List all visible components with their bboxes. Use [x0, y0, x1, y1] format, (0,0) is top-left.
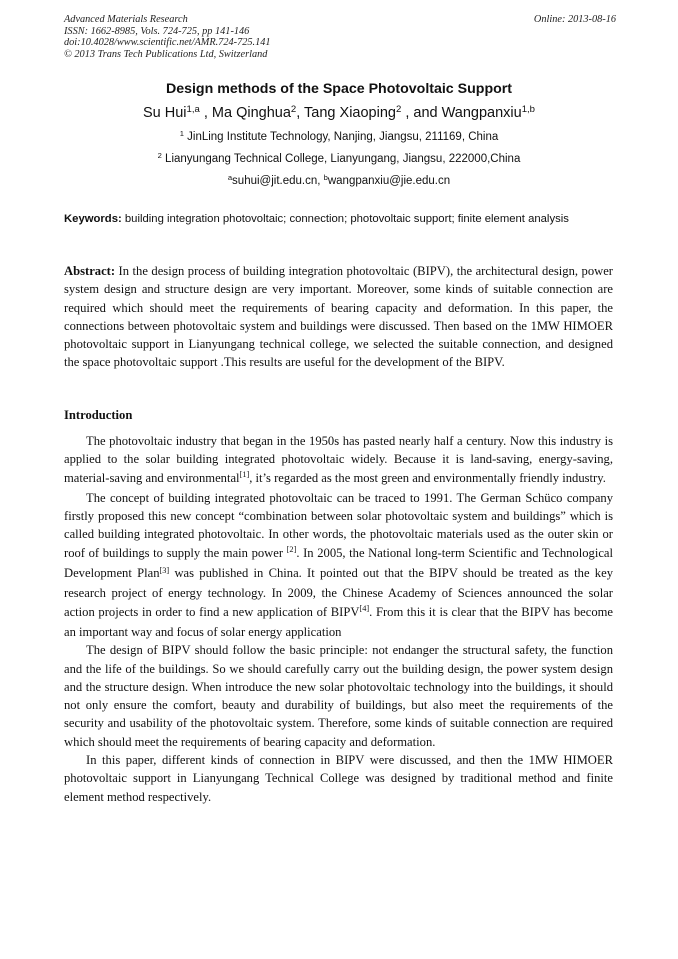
- paragraph: [64, 432, 613, 489]
- author-affiliation-mark: 2: [290, 103, 297, 115]
- email-address: suhui@jit.edu.cn,: [232, 175, 324, 187]
- affiliation-1: [0, 130, 678, 145]
- paragraph-text: , it’s regarded as the most green and environmentally friendly industry.: [249, 470, 606, 485]
- paragraph: In this paper, different kinds of connection in BIPV were discussed, and then the 1MW HIMOER photovoltaic support in Lianyungang Technical College was designed by traditional method and finite element method respectively.: [64, 753, 613, 804]
- paragraph-text: . In 2005, the National long-term Scientific and Technological Development Plan: [64, 545, 613, 581]
- paper-title: Design methods of the Space Photovoltaic Support: [165, 81, 513, 97]
- online-date: Online: 2013-08-16: [533, 14, 616, 25]
- paragraph-text: . From this it is clear that the BIPV has become an important way and focus of solar energy application: [64, 604, 613, 639]
- journal-name: Advanced Materials Research: [64, 14, 188, 25]
- abstract-label: Abstract:: [64, 264, 116, 278]
- affiliation-text: JinLing Institute Technology, Nanjing, Jiangsu, 211169, China: [183, 131, 499, 143]
- email-address: wangpanxiu@jie.edu.cn: [327, 175, 451, 187]
- paragraph-text: The concept of building integrated photovoltaic can be traced to 1991. The German Schüco company firstly proposed this new concept “combination between solar photovoltaic system and buildings” which is called building integrated photovoltaic. In other words, the photovoltaic materials used as the outer skin or roof of buildings to supply the main power: [64, 490, 613, 560]
- affiliation-2: [0, 152, 678, 167]
- paragraph: [64, 489, 613, 641]
- abstract: [64, 262, 613, 372]
- citation[interactable]: [3]: [159, 565, 170, 575]
- author-name: Ma Qinghua: [211, 105, 291, 121]
- citation[interactable]: [4]: [359, 604, 370, 614]
- copyright-line: © 2013 Trans Tech Publications Ltd, Switzerland: [64, 48, 268, 60]
- author-list: Su Hui$^{1,a}$ , Ma Qinghua$^2$, Tang Xiaoping$^2$ , and Wangpanxiu$^{1,b}$: [143, 103, 535, 121]
- keywords-label: Keywords:: [64, 213, 122, 225]
- author-affiliation-mark: 1,b: [521, 103, 535, 115]
- affiliation-mark: 2: [157, 150, 162, 160]
- author-affiliation-mark: 2: [395, 103, 402, 115]
- email-mark: a: [227, 172, 233, 182]
- citation[interactable]: [2]: [286, 545, 297, 555]
- introduction-body: [64, 432, 613, 806]
- paragraph: The design of BIPV should follow the basic principle: not endanger the structural safety, the function and the life of the buildings. So we should carefully carry out the building design, the power system design and the structure design. When introduce the new solar photovoltaic technology into the buildings, it should not only ensure the comfort, beauty and durability of buildings, but also meet the requirements of the security and usability of the photovoltaic system. Therefore, some kinds of suitable connection are required which should meet the requirements of bearing capacity and deformation.: [64, 643, 613, 749]
- affiliation-mark: 1: [179, 128, 184, 138]
- doi-line: doi:10.4028/www.scientific.net/AMR.724-725.141: [64, 37, 271, 49]
- author-affiliation-mark: 1,a: [186, 103, 200, 115]
- journal-header: [64, 14, 616, 60]
- paragraph-text: The photovoltaic industry that began in the 1950s has pasted nearly half a century. Now this industry is applied to the solar building integrated photovoltaic widely. Because it is land-saving, energy-saving, material-saving and environmental: [64, 434, 613, 485]
- issn-line: ISSN: 1662-8985, Vols. 724-725, pp 141-146: [64, 25, 250, 37]
- paragraph-text: was published in China. It pointed out that the BIPV should be treated as the key research project of energy technology. In 2009, the Chinese Academy of Sciences announced the solar action projects in order to find a new application of BIPV: [64, 566, 613, 619]
- abstract-text: In the design process of building integration photovoltaic (BIPV), the architectural design, power system design and structure design are very important. Moreover, some kinds of suitable connection are required which should meet the requirements of bearing capacity and deformation. In this paper, the connections between photovoltaic system and buildings were discussed. Then based on the 1MW HIMOER photovoltaic support in Lianyungang technical college, we selected the suitable connection, and designed the space photovoltaic support .This results are useful for the development of the BIPV.: [64, 264, 613, 370]
- email-mark: b: [323, 172, 328, 182]
- citation[interactable]: [1]: [239, 470, 250, 480]
- section-heading-introduction: Introduction: [64, 408, 133, 422]
- keywords-text: building integration photovoltaic; connection; photovoltaic support; finite element analysis: [121, 213, 569, 225]
- keywords: [64, 210, 613, 228]
- author-name: Tang Xiaoping: [304, 105, 396, 121]
- author-name: Wangpanxiu: [441, 105, 522, 121]
- email-line: [0, 174, 678, 189]
- author-name: Su Hui: [143, 105, 187, 121]
- affiliation-text: Lianyungang Technical College, Lianyungang, Jiangsu, 222000,China: [161, 153, 521, 165]
